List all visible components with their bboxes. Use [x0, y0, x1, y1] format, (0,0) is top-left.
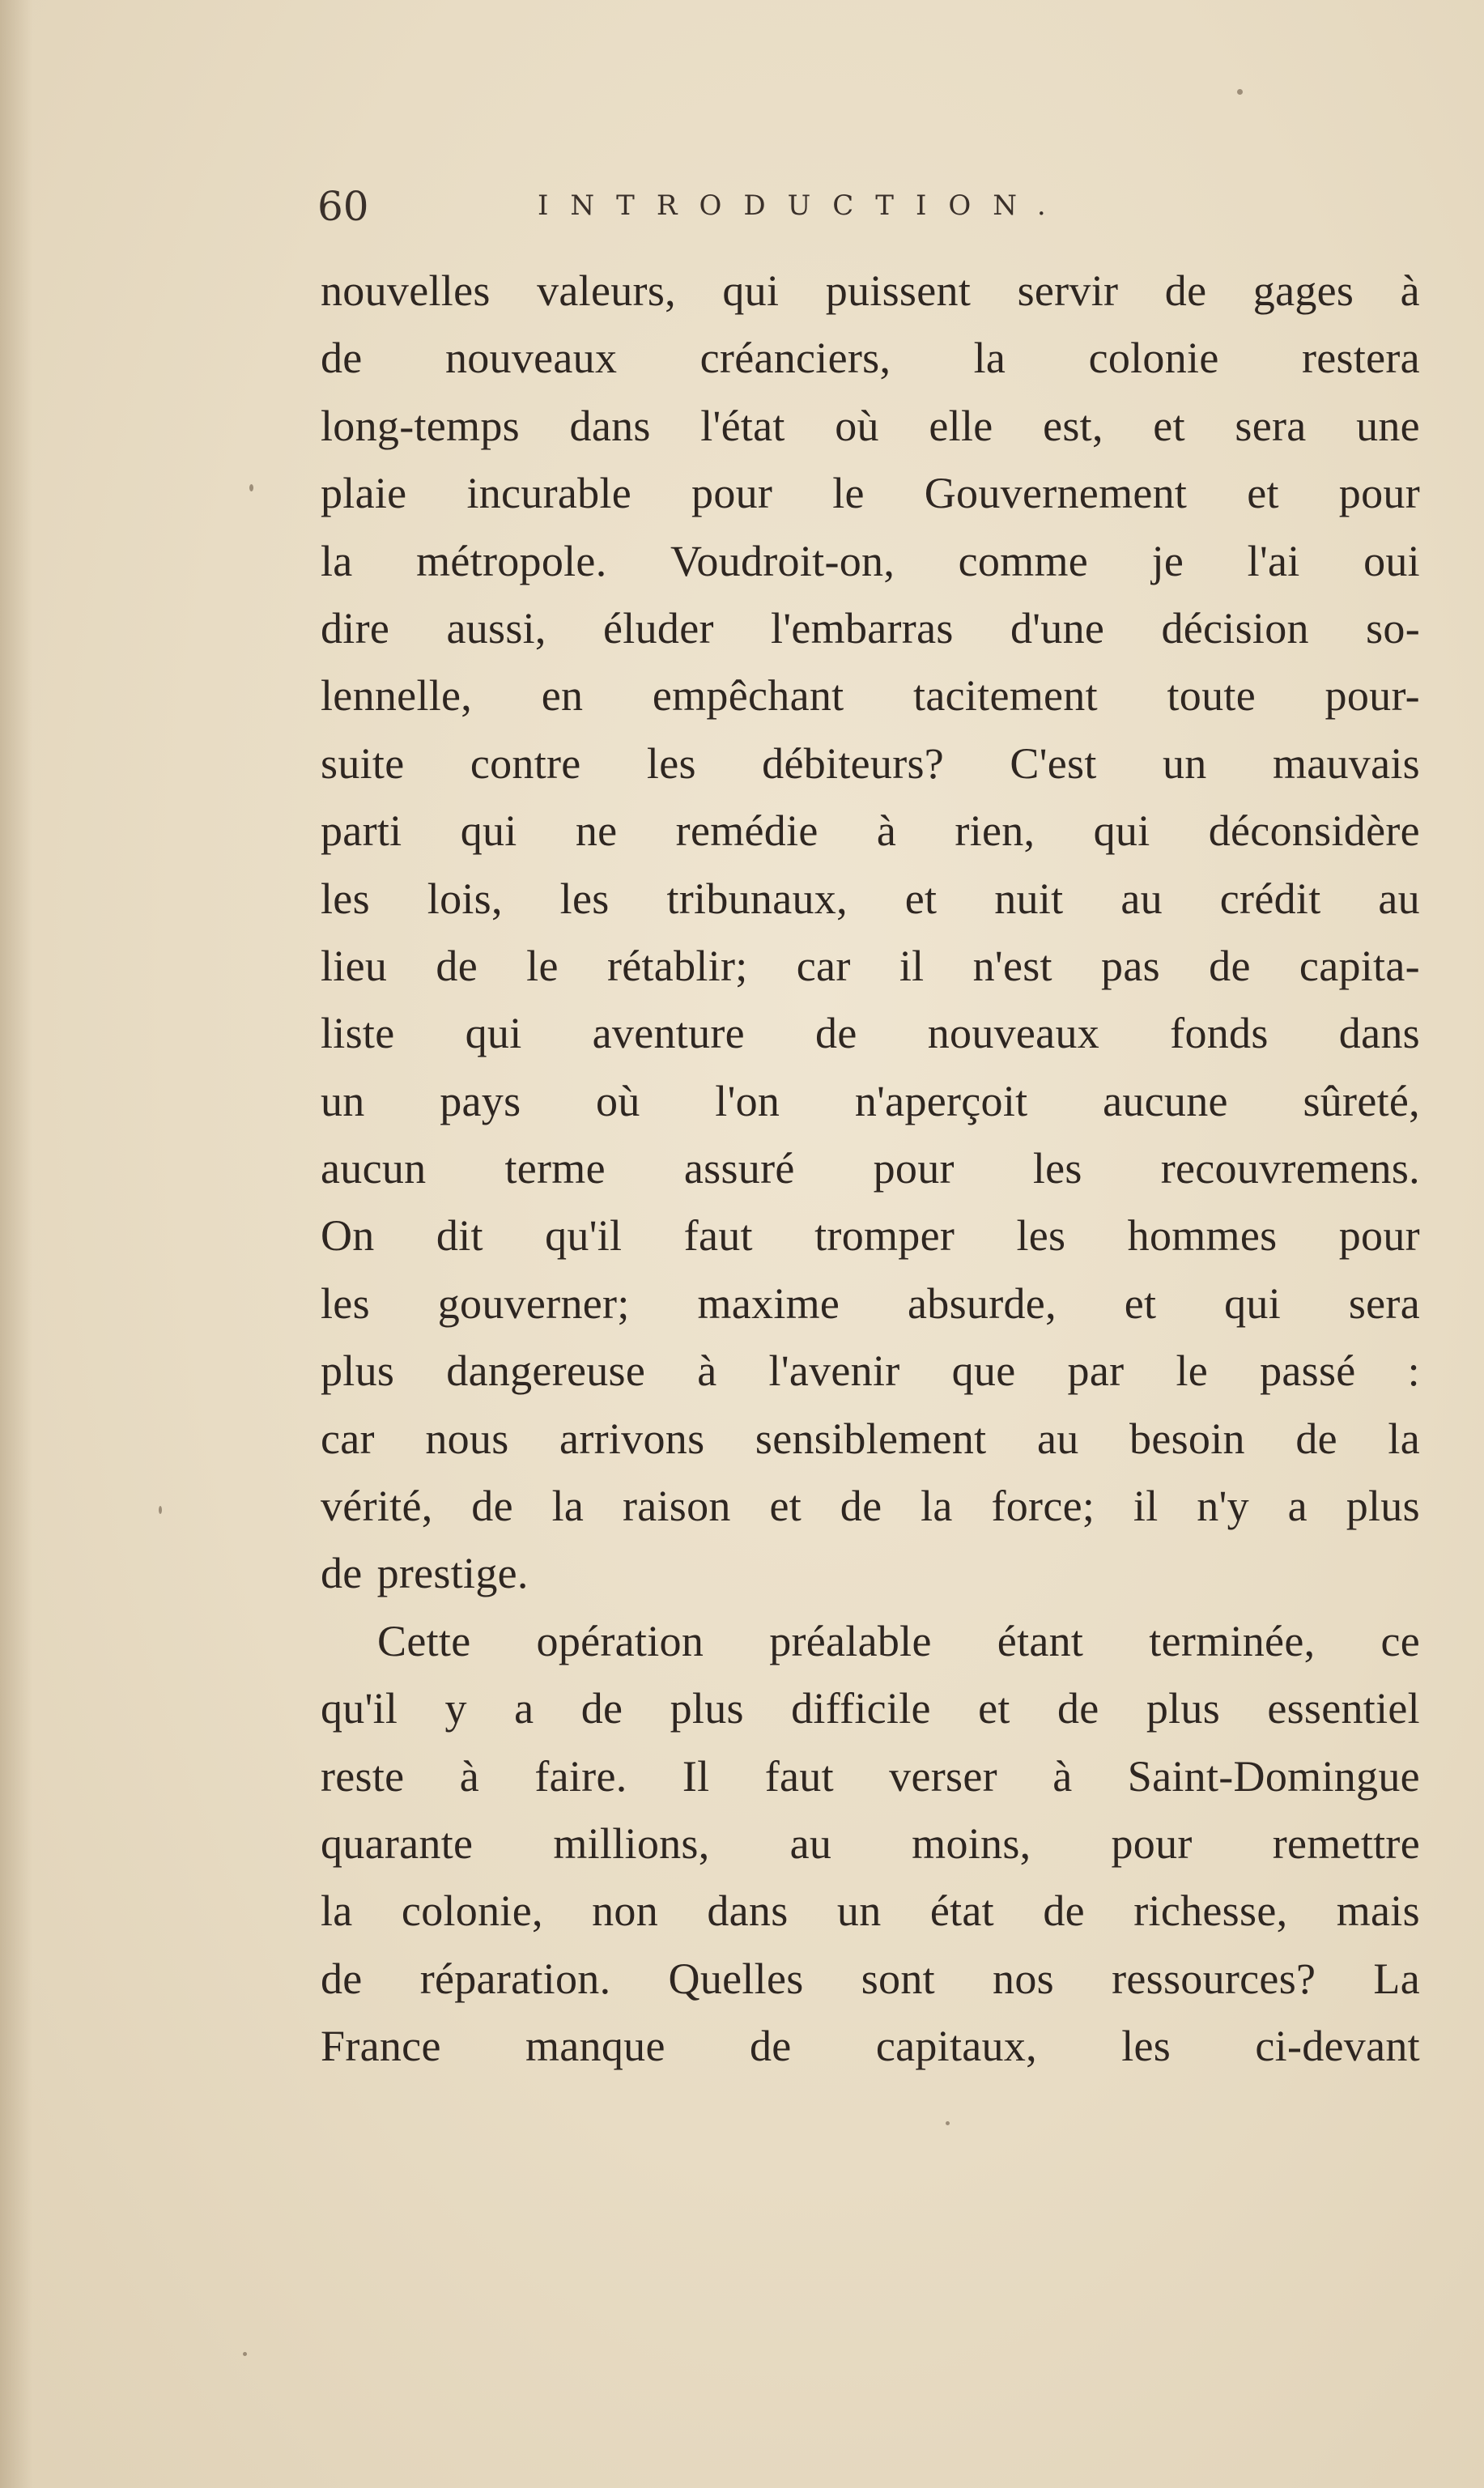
text-line: long-temps dans l'état où elle est, et sera une: [321, 401, 1420, 450]
text-line: de prestige.: [321, 1549, 529, 1598]
page-number: 60: [317, 183, 369, 230]
text-line: de réparation. Quelles sont nos ressources? La: [321, 1954, 1420, 2003]
text-line: suite contre les débiteurs? C'est un mauvais: [321, 738, 1420, 788]
text-line: plus dangereuse à l'avenir que par le passé :: [321, 1346, 1420, 1396]
running-title: INTRODUCTION.: [538, 189, 1068, 222]
text-line: les lois, les tribunaux, et nuit au crédit au: [321, 874, 1420, 923]
paper-speck: [159, 1506, 162, 1514]
text-line: Cette opération préalable étant terminée, ce: [377, 1616, 1420, 1665]
text-line: lennelle, en empêchant tacitement toute pour-: [321, 671, 1420, 721]
running-head: [317, 172, 1418, 236]
text-line: aucun terme assuré pour les recouvremens.: [321, 1144, 1420, 1193]
text-line: de nouveaux créanciers, la colonie restera: [321, 334, 1420, 383]
text-line: France manque de capitaux, les ci-devant: [321, 2022, 1420, 2071]
text-line: quarante millions, au moins, pour remettre: [321, 1818, 1420, 1868]
text-line: plaie incurable pour le Gouvernement et pour: [321, 469, 1420, 518]
text-line: reste à faire. Il faut verser à Saint-Domingue: [321, 1751, 1420, 1801]
text-line: la colonie, non dans un état de richesse, mais: [321, 1886, 1420, 1936]
text-line: parti qui ne remédie à rien, qui déconsidère: [321, 806, 1420, 856]
paper-speck: [249, 484, 253, 491]
gutter-shadow: [0, 0, 32, 2488]
text-line: lieu de le rétablir; car il n'est pas de capita-: [321, 941, 1420, 990]
text-line: dire aussi, éluder l'embarras d'une décision so-: [321, 603, 1420, 653]
text-line: un pays où l'on n'aperçoit aucune sûreté,: [321, 1076, 1420, 1125]
text-line: On dit qu'il faut tromper les hommes pour: [321, 1211, 1420, 1261]
paper-speck: [1237, 89, 1243, 95]
text-line: qu'il y a de plus difficile et de plus essentiel: [321, 1684, 1420, 1733]
text-line: la métropole. Voudroit-on, comme je l'ai oui: [321, 536, 1420, 585]
text-line: liste qui aventure de nouveaux fonds dans: [321, 1009, 1420, 1058]
text-line: car nous arrivons sensiblement au besoin de la: [321, 1414, 1420, 1463]
text-line: les gouverner; maxime absurde, et qui sera: [321, 1278, 1420, 1328]
text-line: vérité, de la raison et de la force; il n'y a plus: [321, 1482, 1420, 1531]
paper-speck: [946, 2121, 950, 2125]
body-text: [321, 257, 1420, 2081]
paper-speck: [243, 2352, 247, 2356]
text-line: nouvelles valeurs, qui puissent servir de gages à: [321, 266, 1420, 315]
